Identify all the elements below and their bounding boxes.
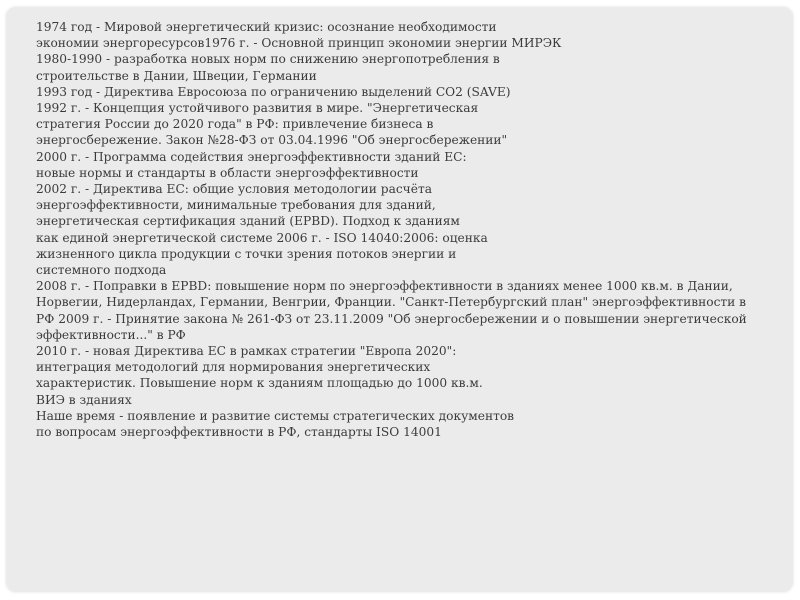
text-line: интеграция методологий для нормирования энергетических	[36, 360, 431, 375]
text-line: 1992 г. - Концепция устойчивого развития в мире. "Энергетическая	[36, 101, 479, 116]
timeline-text	[36, 19, 776, 440]
text-line: Норвегии, Нидерландах, Германии, Венгрии, Франции. "Санкт-Петербургский план" энергоэффективности в	[36, 295, 746, 310]
text-line: стратегия России до 2020 года" в РФ: привлечение бизнеса в	[36, 117, 434, 132]
text-line: Наше время - появление и развитие системы стратегических документов	[36, 408, 515, 423]
text-line: эффективности..." в РФ	[36, 327, 186, 342]
text-line: 2000 г. - Программа содействия энергоэффективности зданий ЕС:	[36, 149, 467, 164]
text-line: новые нормы и стандарты в области энергоэффективности	[36, 165, 419, 180]
text-line: энергетическая сертификация зданий (EPBD). Подход к зданиям	[36, 214, 460, 229]
text-line: ВИЭ в зданиях	[36, 392, 132, 407]
text-line: строительстве в Дании, Швеции, Германии	[36, 68, 317, 83]
text-line: 2002 г. - Директива ЕС: общие условия методологии расчёта	[36, 182, 432, 197]
text-line: 1993 год - Директива Евросоюза по ограничению выделений СО2 (SAVE)	[36, 84, 511, 99]
text-line: экономии энергоресурсов1976 г. - Основной принцип экономии энергии МИРЭК	[36, 36, 562, 51]
text-line: характеристик. Повышение норм к зданиям площадью до 1000 кв.м.	[36, 376, 483, 391]
text-line: 1980-1990 - разработка новых норм по снижению энергопотребления в	[36, 52, 500, 67]
slide-panel	[6, 7, 793, 592]
text-line: 2010 г. - новая Директива ЕС в рамках стратегии "Европа 2020":	[36, 344, 457, 359]
text-line: энергоэффективности, минимальные требования для зданий,	[36, 198, 436, 213]
text-line: системного подхода	[36, 263, 167, 278]
text-line: по вопросам энергоэффективности в РФ, стандарты ISO 14001	[36, 425, 442, 440]
text-line: 1974 год - Мировой энергетический кризис: осознание необходимости	[36, 20, 497, 34]
text-line: РФ 2009 г. - Принятие закона № 261-ФЗ от 23.11.2009 "Об энергосбережении и о повышении энергетической	[36, 311, 747, 326]
text-line: 2008 г. - Поправки в EPBD: повышение норм по энергоэффективности в зданиях менее 1000 кв.м. в Дании,	[36, 279, 733, 294]
text-line: энергосбережение. Закон №28-ФЗ от 03.04.1996 "Об энергосбережении"	[36, 133, 508, 148]
text-line: как единой энергетической системе 2006 г. - ISO 14040:2006: оценка	[36, 230, 488, 245]
text-line: жизненного цикла продукции с точки зрения потоков энергии и	[36, 246, 457, 261]
